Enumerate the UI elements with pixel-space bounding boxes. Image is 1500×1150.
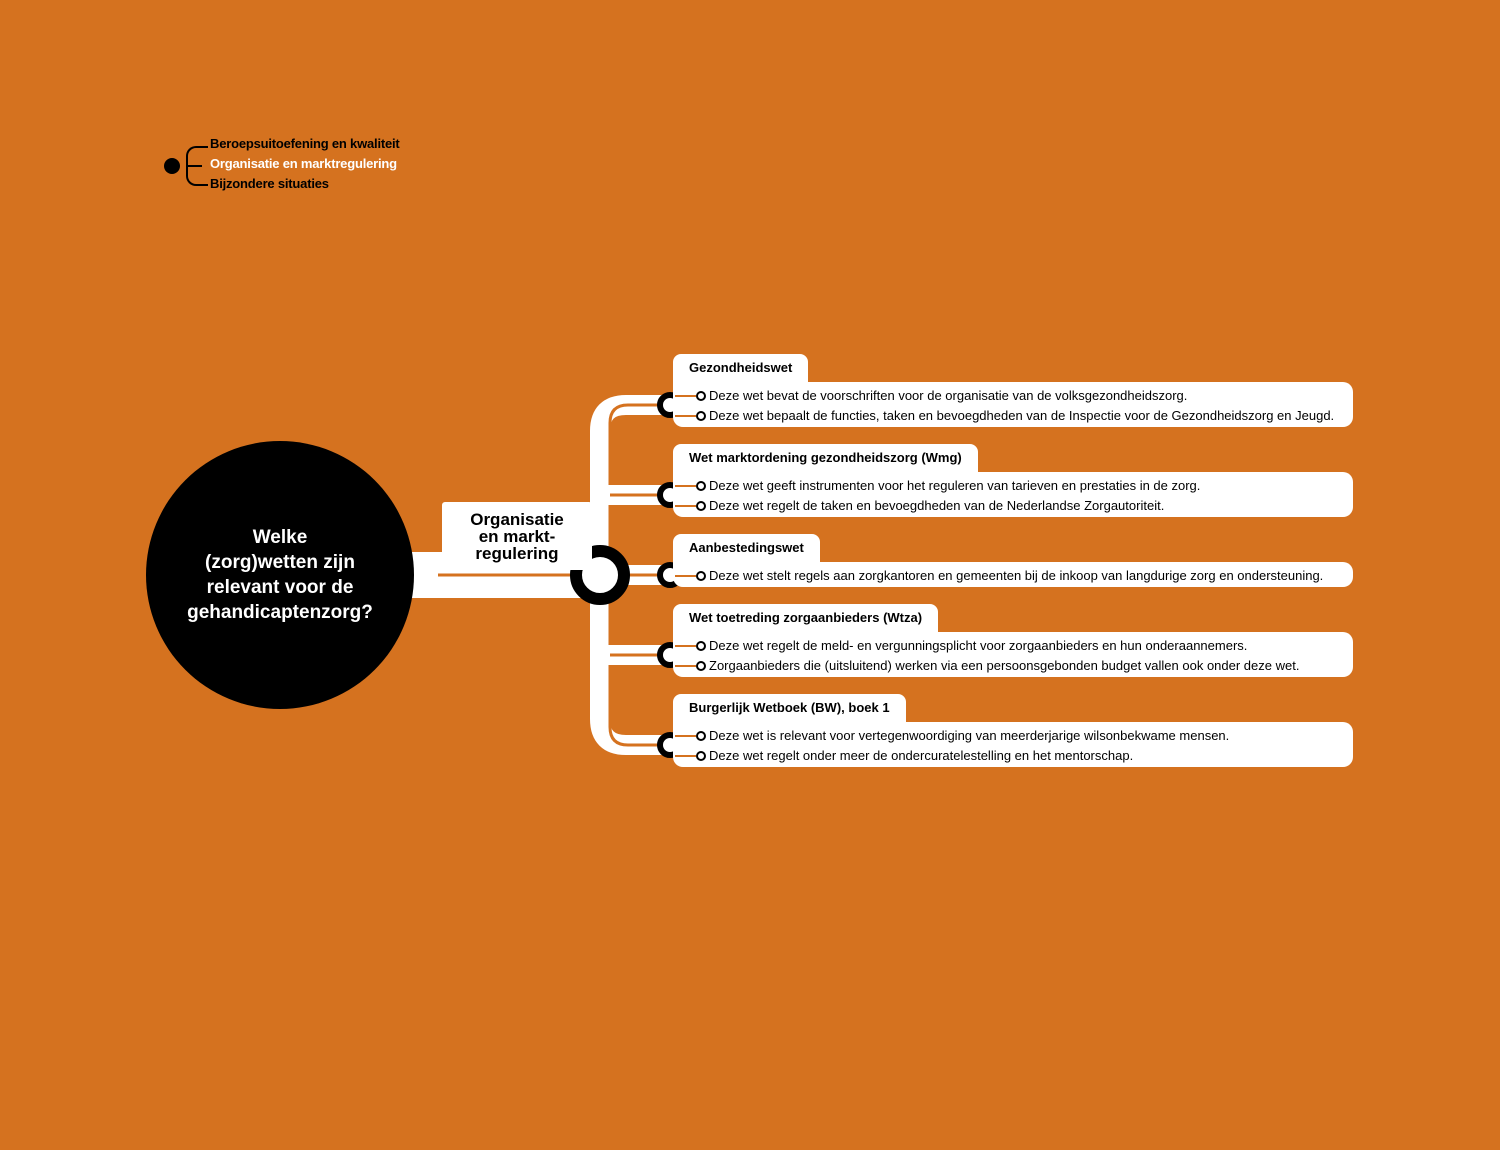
- nav-item-bijzondere-situaties[interactable]: Bijzondere situaties: [210, 176, 329, 191]
- list-item: [696, 496, 1353, 516]
- item-text: Zorgaanbieders die (uitsluitend) werken via een persoonsgebonden budget vallen ook onder deze wet.: [709, 658, 1300, 673]
- item-text: Deze wet regelt de taken en bevoegdheden van de Nederlandse Zorgautoriteit.: [709, 498, 1165, 513]
- branch-card-gezondheidswet: [673, 382, 1353, 427]
- list-item: [696, 656, 1353, 676]
- branch-title-gezondheidswet: Gezondheidswet: [673, 354, 808, 382]
- bullet-ring-icon: [696, 481, 706, 491]
- item-text: Deze wet regelt de meld- en vergunningsplicht voor zorgaanbieders en hun onderaannemers.: [709, 638, 1248, 653]
- bullet-ring-icon: [696, 501, 706, 511]
- current-section-dot: [164, 158, 180, 174]
- bullet-ring-icon: [696, 661, 706, 671]
- bullet-ring-icon: [696, 641, 706, 651]
- item-text: Deze wet bevat de voorschriften voor de organisatie van de volksgezondheidszorg.: [709, 388, 1188, 403]
- branch-card-wtza: [673, 632, 1353, 677]
- item-text: Deze wet bepaalt de functies, taken en bevoegdheden van de Inspectie voor de Gezondheidszorg en Jeugd.: [709, 408, 1335, 423]
- hub-label: Organisatie en markt- regulering: [442, 502, 592, 570]
- branch-card-bw: [673, 722, 1353, 767]
- branch-title-aanbestedingswet: Aanbestedingswet: [673, 534, 820, 562]
- branch-title-wmg: Wet marktordening gezondheidszorg (Wmg): [673, 444, 978, 472]
- bullet-ring-icon: [696, 411, 706, 421]
- section-nav: [164, 136, 424, 198]
- list-item: [696, 476, 1353, 496]
- bullet-ring-icon: [696, 731, 706, 741]
- item-text: Deze wet geeft instrumenten voor het reguleren van tarieven en prestaties in de zorg.: [709, 478, 1201, 493]
- bullet-ring-icon: [696, 751, 706, 761]
- item-text: Deze wet is relevant voor vertegenwoordiging van meerderjarige wilsonbekwame mensen.: [709, 728, 1230, 743]
- list-item: [696, 726, 1353, 746]
- item-text: Deze wet stelt regels aan zorgkantoren en gemeenten bij de inkoop van langdurige zorg en ondersteuning.: [709, 568, 1324, 583]
- central-question-text: Welke (zorg)wetten zijn relevant voor de gehandicaptenzorg?: [187, 527, 373, 623]
- branch-card-aanbestedingswet: [673, 562, 1353, 587]
- bullet-ring-icon: [696, 571, 706, 581]
- item-text: Deze wet regelt onder meer de ondercuratelestelling en het mentorschap.: [709, 748, 1134, 763]
- central-question: [146, 441, 414, 709]
- branch-card-wmg: [673, 472, 1353, 517]
- bullet-ring-icon: [696, 391, 706, 401]
- nav-bracket: [186, 146, 208, 186]
- list-item: [696, 386, 1353, 406]
- branch-title-bw: Burgerlijk Wetboek (BW), boek 1: [673, 694, 906, 722]
- branch-title-wtza: Wet toetreding zorgaanbieders (Wtza): [673, 604, 938, 632]
- list-item: [696, 566, 1353, 586]
- nav-item-beroepsuitoefening[interactable]: Beroepsuitoefening en kwaliteit: [210, 136, 400, 151]
- list-item: [696, 406, 1353, 426]
- nav-item-organisatie[interactable]: Organisatie en marktregulering: [210, 156, 397, 171]
- list-item: [696, 746, 1353, 766]
- list-item: [696, 636, 1353, 656]
